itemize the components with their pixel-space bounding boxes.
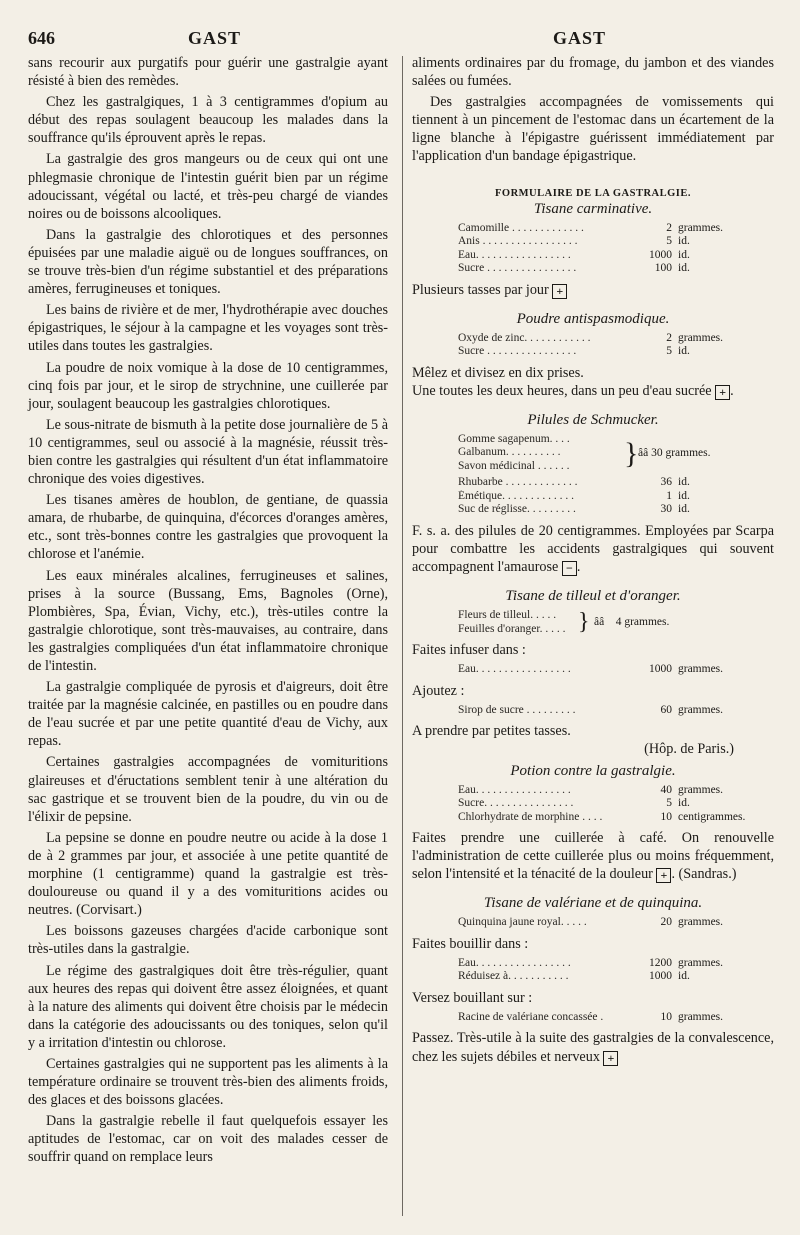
- ingredient-line: [412, 704, 774, 718]
- recipe-title-tisane-carminative: Tisane carminative.: [533, 200, 653, 217]
- left-paragraph: Les eaux minérales alcalines, ferrugineuses et salines, prises à la source (Bussang, Ems, Bagnoles (Orne), Plombières, Spa, Évian, Vichy, etc.), très-utiles contre la gastralgie chlorotique, sont très-mauvaises, au contraire, dans les gastralgies compliquées d'un état inflammatoire chronique de l'intestin.: [28, 567, 388, 674]
- ingredient-name: Gomme sagapenum: [458, 432, 550, 445]
- step-versez: Versez bouillant sur :: [412, 989, 533, 1006]
- ingredient-unit: grammes.: [678, 663, 724, 676]
- line-quinquina: [412, 916, 774, 930]
- left-paragraph: La gastralgie compliquée de pyrosis et d'aigreurs, doit être traitée par la magnésie calcinée, en pastilles ou en poudre dans de l'eau sucrée et par une petite quantité d'eau de Vichy, aux repas.: [28, 679, 388, 750]
- plus-box-symbol: +: [715, 385, 730, 400]
- left-paragraph: Dans la gastralgie rebelle il faut quelquefois essayer les aptitudes de l'estomac, car on voit des malades cesser de souffrir quand on remplace leurs: [28, 1113, 388, 1166]
- ingredient-line: [412, 235, 774, 249]
- ingredient-line: [412, 490, 774, 504]
- ingredient-line: [412, 446, 774, 460]
- left-paragraph: Certaines gastralgies qui ne supportent pas les aliments à la température ordinaire se trouvent très-bien des aliments froids, des glaces et des boissons glacées.: [28, 1055, 388, 1109]
- ingredient-line: [412, 1011, 774, 1025]
- recipe-title-pilules: Pilules de Schmucker.: [527, 411, 659, 428]
- ingredient-name: Sirop de sucre: [458, 703, 524, 716]
- ingredient-line: [412, 957, 774, 971]
- left-paragraph: Le sous-nitrate de bismuth à la petite dose journalière de 5 à 10 centigrammes, seul ou associé à la magnésie, réussit très-bien contre les gastralgies qui résultent d'un état inflammatoire chronique des voies digestives.: [28, 416, 388, 488]
- ingredient-line: [412, 623, 774, 637]
- ingredient-unit: id.: [678, 476, 690, 489]
- line-sirop: [412, 704, 774, 718]
- ingredient-quantity: 20: [660, 916, 672, 929]
- ingredient-quantity: 30: [660, 503, 672, 516]
- ingredient-name: Oxyde de zinc: [458, 331, 525, 344]
- ingredient-quantity: 1000: [649, 663, 672, 676]
- ingredient-quantity: 1200: [649, 956, 672, 969]
- grouped-ingredients-tilleul: [412, 609, 774, 636]
- step-infuse: Faites infuser dans :: [412, 642, 526, 659]
- instruction-poudre-2: Une toutes les deux heures, dans un peu d'eau sucrée + .: [412, 382, 734, 399]
- running-header: [0, 28, 800, 50]
- ingredient-unit: id.: [678, 970, 690, 983]
- line-eau-tilleul: [412, 663, 774, 677]
- ingredients-tisane-carminative: [412, 222, 774, 276]
- column-divider: [402, 56, 403, 1216]
- ingredient-unit: grammes.: [678, 1010, 724, 1023]
- ingredient-name: Anis: [458, 235, 480, 248]
- ingredient-quantity: 100: [654, 262, 672, 275]
- ingredient-name: Quinquina jaune royal: [458, 916, 561, 929]
- ingredient-name: Rhubarbe: [458, 476, 503, 489]
- brace-symbol: }: [624, 436, 639, 470]
- left-paragraph: Chez les gastralgiques, 1 à 3 centigrammes d'opium au début des repas soulagent beaucoup les malades dans la souffrance qu'ils éprouvent après le repas.: [28, 94, 388, 147]
- ingredient-unit: id.: [678, 489, 690, 502]
- ingredient-quantity: 36: [660, 476, 672, 489]
- leader-dots: . . . . . . . . . . . . .: [509, 221, 584, 234]
- leader-dots: . . . . . . . . .: [526, 503, 576, 516]
- ingredient-unit: id.: [678, 262, 690, 275]
- plus-box-symbol: +: [552, 284, 567, 299]
- plus-box-symbol: +: [603, 1051, 618, 1066]
- ingredient-unit: id.: [678, 345, 690, 358]
- leader-dots: . . . . .: [560, 916, 587, 929]
- step-ajoutez: Ajoutez :: [412, 682, 465, 699]
- ingredient-name: Eau: [458, 956, 476, 969]
- ingredient-line: [412, 797, 774, 811]
- leader-dots: . . . . . . . . . . . .: [524, 331, 591, 344]
- ingredient-line: [412, 970, 774, 984]
- leader-dots: . . . . . . . . .: [523, 703, 576, 716]
- ingredient-line: [412, 503, 774, 517]
- left-running-title: GAST: [188, 28, 242, 48]
- ingredient-unit: id.: [678, 248, 690, 261]
- ingredient-unit: id.: [678, 797, 690, 809]
- line-reduisez: [412, 970, 774, 984]
- recipe-title-poudre: Poudre antispasmodique.: [516, 310, 670, 327]
- leader-dots: . . . . . . . . . . .: [508, 970, 569, 983]
- ingredient-line: [412, 433, 774, 447]
- leader-dots: . . . . .: [539, 622, 566, 635]
- left-paragraph: Le régime des gastralgiques doit être très-régulier, quant aux heures des repas qui doivent être assez éloignées, et quant à la nature des aliments qui doivent être choisis par le médecin dans la catégorie des adoucissants ou des toniques, selon qu'il y a irritation d'intestin ou chlorose.: [28, 962, 388, 1051]
- ingredient-name: Réduisez à: [458, 970, 509, 983]
- left-paragraph: La gastralgie des gros mangeurs ou de ceux qui ont une phlegmasie chronique de l'intestin guérit bien par un régime adoucissant, végétal ou lacté, et très-peu chargé de viandes noires ou de boissons alcooliques.: [28, 151, 388, 222]
- ingredient-name: Chlorhydrate de morphine: [458, 810, 580, 823]
- ingredient-quantity: 5: [666, 345, 672, 358]
- brace-symbol: }: [578, 609, 590, 636]
- ingredient-name: Fleurs de tilleul: [458, 609, 531, 622]
- ingredient-name: Suc de réglisse: [458, 503, 527, 516]
- ingredient-quantity: 10: [660, 1010, 672, 1023]
- left-paragraph: La pepsine se donne en poudre neutre ou acide à la dose 1 de à 2 grammes par jour, et associée à une petite quantité de morphine (1 centigramme) quand la gastralgie est très-douloureuse ou quand il y a des vomituritions acides ou neutres. (Corvisart.): [28, 829, 388, 919]
- instruction-tilleul: A prendre par petites tasses.: [412, 723, 571, 740]
- ingredient-line: [412, 460, 774, 474]
- ingredient-line: [412, 663, 774, 677]
- group-quantity-pilules: ââ 30 grammes.: [638, 446, 711, 459]
- ingredient-line: [412, 811, 774, 825]
- instruction-potion: Faites prendre une cuillerée à café. On renouvelle l'administration de cette cuillerée plus ou moins fréquemment, selon l'intensité et la ténacité de la douleur + . (Sandras.): [412, 830, 774, 883]
- ingredient-name: Camomille: [458, 221, 510, 234]
- ingredients-pilules: [412, 476, 774, 517]
- instruction-poudre-1: Mêlez et divisez en dix prises.: [412, 364, 584, 381]
- recipe-title-valeriane: Tisane de valériane et de quinquina.: [483, 895, 703, 912]
- left-paragraph: Dans la gastralgie des chlorotiques et des personnes épuisées par une maladie aiguë ou de longues souffrances, on se trouve très-bien d'un régime substantiel et des préparations amères, ferrugineuses et toniques.: [28, 226, 388, 298]
- leader-dots: . . . . . . . . . .: [505, 446, 561, 459]
- ingredient-line: [412, 249, 774, 263]
- leader-dots: . . . . . . . . . . . . . . . . .: [475, 956, 571, 969]
- ingredient-quantity: 1: [666, 489, 672, 502]
- ingredient-quantity: 5: [666, 235, 672, 248]
- leader-dots: . . . . . . . . . . . . . . . .: [484, 345, 577, 358]
- ingredient-line: [412, 345, 774, 359]
- ingredient-group-tilleul: [412, 609, 774, 636]
- leader-dots: . . . . . . . . . . . . . . . . .: [475, 663, 571, 676]
- ingredient-name: Eau: [458, 248, 476, 261]
- page-number: 646: [28, 28, 55, 48]
- ingredient-unit: grammes.: [678, 916, 724, 929]
- ingredient-unit: grammes.: [678, 221, 724, 234]
- right-running-title: GAST: [553, 28, 607, 48]
- ingredient-name: Sucre: [458, 797, 485, 809]
- ingredient-name: Émétique: [458, 489, 503, 502]
- ingredient-unit: grammes.: [678, 703, 724, 716]
- ingredient-line: [412, 222, 774, 236]
- ingredient-name: Sucre: [458, 345, 485, 358]
- ingredient-quantity: 5: [666, 797, 672, 809]
- ingredient-name: Racine de valériane concassée: [458, 1010, 598, 1023]
- grouped-ingredients-pilules: [412, 433, 774, 474]
- left-column: [28, 54, 388, 1170]
- right-column: [412, 54, 774, 1070]
- leader-dots: . . . . . . . . . . . . .: [502, 476, 578, 489]
- left-paragraph: sans recourir aux purgatifs pour guérir une gastralgie ayant résisté à bien des remèdes.: [28, 55, 388, 90]
- ingredient-line: [412, 784, 774, 798]
- leader-dots: . . . . . . . . . . . . . . . . .: [475, 248, 571, 261]
- ingredient-quantity: 2: [666, 221, 672, 234]
- ingredient-unit: grammes.: [678, 783, 724, 796]
- right-paragraph: aliments ordinaires par du fromage, du jambon et des viandes salées ou fumées.: [412, 55, 774, 90]
- ingredient-line: [412, 332, 774, 346]
- minus-box-symbol: −: [562, 561, 577, 576]
- leader-dots: . . . . . . . . . . . . .: [502, 489, 574, 502]
- step-bouillir: Faites bouillir dans :: [412, 935, 529, 952]
- ingredient-unit: grammes.: [678, 956, 724, 969]
- left-paragraph: La poudre de noix vomique à la dose de 10 centigrammes, cinq fois par jour, et le sirop de strychnine, une cuillerée par jour, soulagent beaucoup les gastralgies chlorotiques.: [28, 359, 388, 412]
- instruction-valeriane: Passez. Très-utile à la suite des gastralgies de la convalescence, chez les sujets débiles et nerveux +: [412, 1030, 774, 1065]
- left-paragraph: Les tisanes amères de houblon, de gentiane, de quassia amara, de rhubarbe, de quinquina, d'écorces d'oranges amères, etc., sont très-bonnes contre les gastralgies que provoquent la chlorose et l'anémie.: [28, 492, 388, 563]
- instruction-pilules: F. s. a. des pilules de 20 centigrammes. Employées par Scarpa pour combattre les accidents gastralgiques qui souvent accompagnent l'amaurose − .: [412, 522, 774, 576]
- recipe-title-potion: Potion contre la gastralgie.: [510, 762, 676, 779]
- plus-box-symbol: +: [656, 868, 671, 883]
- left-paragraph: Les boissons gazeuses chargées d'acide carbonique sont très-utiles dans la gastralgie.: [28, 923, 388, 958]
- ingredient-line: [412, 262, 774, 276]
- ingredient-unit: centigrammes.: [678, 810, 746, 823]
- ingredients-potion: [412, 784, 774, 825]
- left-paragraph: Certaines gastralgies accompagnées de vomituritions glaireuses et d'éructations semblent tenir à une altération du sac gastrique et se trouvent bien de la poudre, du vin ou de l'élixir de pepsine.: [28, 754, 388, 825]
- ingredient-unit: grammes.: [678, 331, 724, 344]
- ingredient-name: Eau: [458, 783, 476, 796]
- left-paragraph: Les bains de rivière et de mer, l'hydrothérapie avec douches épigastriques, le séjour à la campagne et les voyages sont très-utiles dans toutes les gastralgies.: [28, 302, 388, 355]
- ingredient-quantity: 1000: [649, 248, 672, 261]
- ingredient-quantity: 10: [660, 810, 672, 823]
- leader-dots: . . . . .: [530, 609, 557, 622]
- leader-dots: . . . . . . . . . . . . . . . . .: [475, 783, 571, 796]
- ingredient-line: [412, 916, 774, 930]
- leader-dots: . . . . . . . . . . . . . . . .: [484, 262, 577, 275]
- line-eau-valeriane: [412, 957, 774, 971]
- ingredient-unit: id.: [678, 235, 690, 248]
- right-intro: [412, 54, 774, 166]
- line-racine: [412, 1011, 774, 1025]
- leader-dots: . . . . . .: [534, 459, 570, 472]
- leader-dots: . . . .: [549, 432, 570, 445]
- leader-dots: .: [597, 1010, 604, 1023]
- source-hopital: (Hôp. de Paris.): [644, 741, 734, 758]
- ingredient-group-pilules: [412, 433, 774, 474]
- ingredients-poudre: [412, 332, 774, 359]
- instruction-tisane-carminative: Plusieurs tasses par jour +: [412, 281, 774, 299]
- ingredient-name: Galbanum: [458, 446, 506, 459]
- ingredient-name: Eau: [458, 663, 476, 676]
- ingredient-name: Feuilles d'oranger: [458, 622, 540, 635]
- ingredient-name: Savon médicinal: [458, 459, 535, 472]
- ingredient-quantity: 60: [660, 703, 672, 716]
- ingredient-unit: id.: [678, 503, 690, 516]
- formulary-heading: FORMULAIRE DE LA GASTRALGIE.: [494, 187, 692, 199]
- right-paragraph: Des gastralgies accompagnées de vomissements qui tiennent à un pincement de l'estomac dans un écartement de la ligne blanche à l'épigastre guérissent immédiatement par l'application d'un bandage épigastrique.: [412, 94, 774, 165]
- leader-dots: . . . .: [579, 810, 603, 823]
- ingredient-line: [412, 609, 774, 623]
- ingredient-name: Sucre: [458, 262, 485, 275]
- ingredient-quantity: 2: [666, 331, 672, 344]
- leader-dots: . . . . . . . . . . . . . . . .: [484, 797, 574, 809]
- leader-dots: . . . . . . . . . . . . . . . . .: [479, 235, 578, 248]
- ingredient-line: [412, 476, 774, 490]
- group-quantity-tilleul: ââ 4 grammes.: [594, 616, 670, 629]
- ingredient-quantity: 40: [660, 783, 672, 796]
- recipe-title-tilleul: Tisane de tilleul et d'oranger.: [505, 588, 681, 605]
- ingredient-quantity: 1000: [649, 970, 672, 983]
